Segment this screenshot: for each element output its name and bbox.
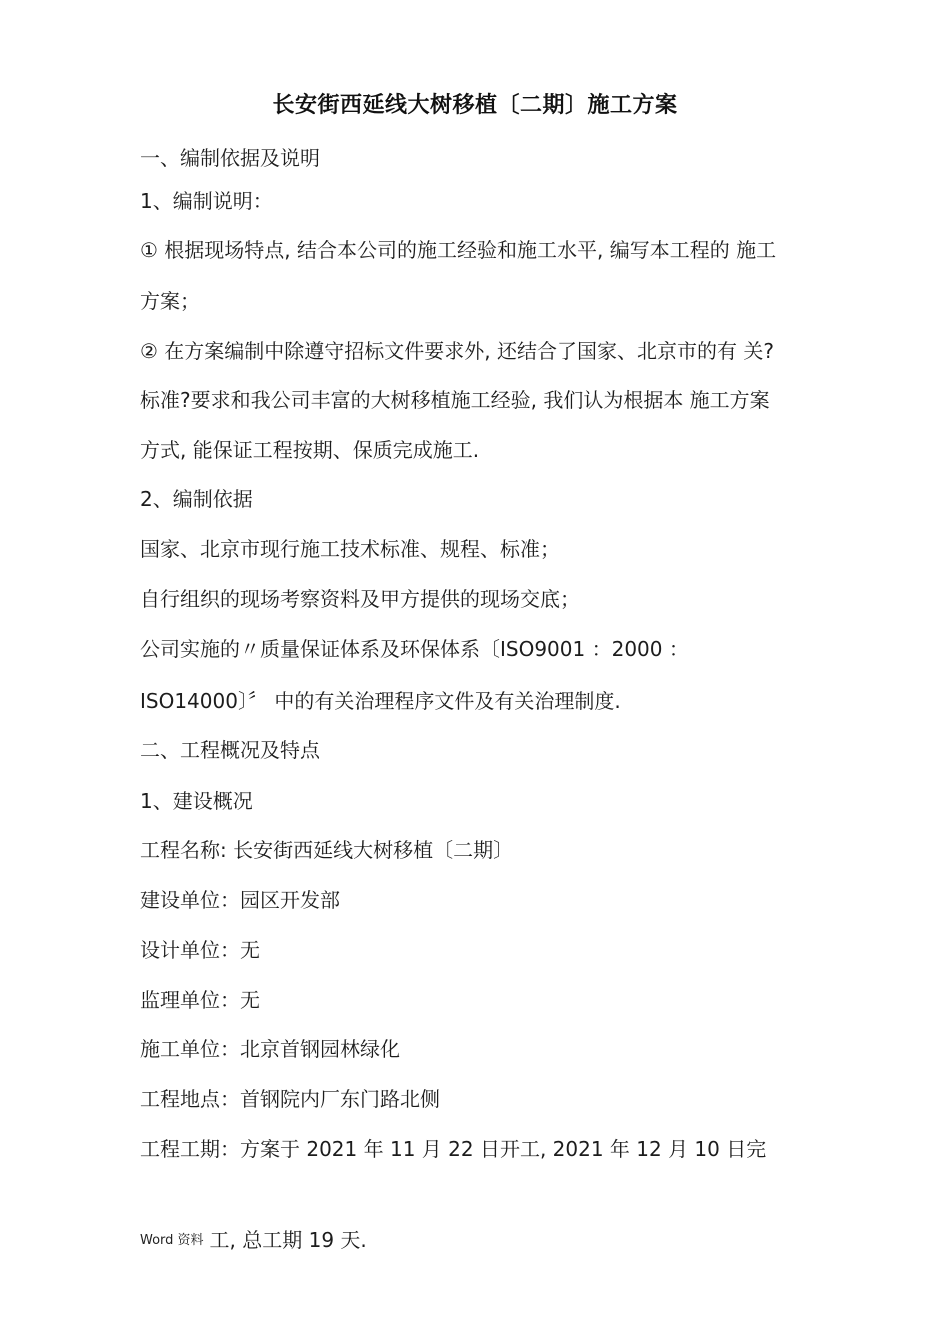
subsection-heading-2-1: 1、建设概况 (140, 789, 253, 813)
paragraph-line: 标准?要求和我公司丰富的大树移植施工经验, 我们认为根据本 施工方案 (140, 388, 770, 412)
paragraph-line: 公司实施的〃质量保证体系及环保体系〔ISO9001 ：2000 ： (140, 637, 689, 661)
footer-label: Word 资料 (140, 1233, 204, 1248)
page-footer (140, 1224, 367, 1253)
subsection-heading-1-1: 1、编制说明： (140, 189, 273, 213)
project-name-line: 工程名称: 长安街西延线大树移植〔二期〕 (140, 838, 514, 862)
footer-continuation-text: 工, 总工期 19 天. (209, 1228, 367, 1252)
paragraph-line: ISO14000〕〞 中的有关治理程序文件及有关治理制度. (140, 689, 621, 713)
paragraph-line: 自行组织的现场考察资料及甲方提供的现场交底； (140, 587, 580, 611)
subsection-heading-1-2: 2、编制依据 (140, 487, 253, 511)
section-heading-2: 二、工程概况及特点 (140, 738, 320, 762)
paragraph-line: 方案； (140, 289, 200, 313)
project-schedule-line: 工程工期：方案于 2021 年 11 月 22 日开工, 2021 年 12 月 10 日完 (140, 1137, 767, 1161)
supervision-unit-line: 监理单位：无 (140, 988, 260, 1012)
project-location-line: 工程地点：首钢院内厂东门路北侧 (140, 1087, 440, 1111)
paragraph-line: ② 在方案编制中除遵守招标文件要求外, 还结合了国家、北京市的有 关? (140, 339, 774, 363)
construction-unit-line: 建设单位：园区开发部 (140, 888, 340, 912)
contractor-line: 施工单位：北京首钢园林绿化 (140, 1037, 400, 1061)
paragraph-line: 方式, 能保证工程按期、保质完成施工. (140, 438, 480, 462)
document-title: 长安街西延线大树移植〔二期〕施工方案 (272, 93, 678, 118)
design-unit-line: 设计单位：无 (140, 938, 260, 962)
section-heading-1: 一、编制依据及说明 (140, 146, 320, 170)
paragraph-line: ① 根据现场特点, 结合本公司的施工经验和施工水平, 编写本工程的 施工 (140, 238, 777, 262)
paragraph-line: 国家、北京市现行施工技术标准、规程、标准； (140, 537, 560, 561)
